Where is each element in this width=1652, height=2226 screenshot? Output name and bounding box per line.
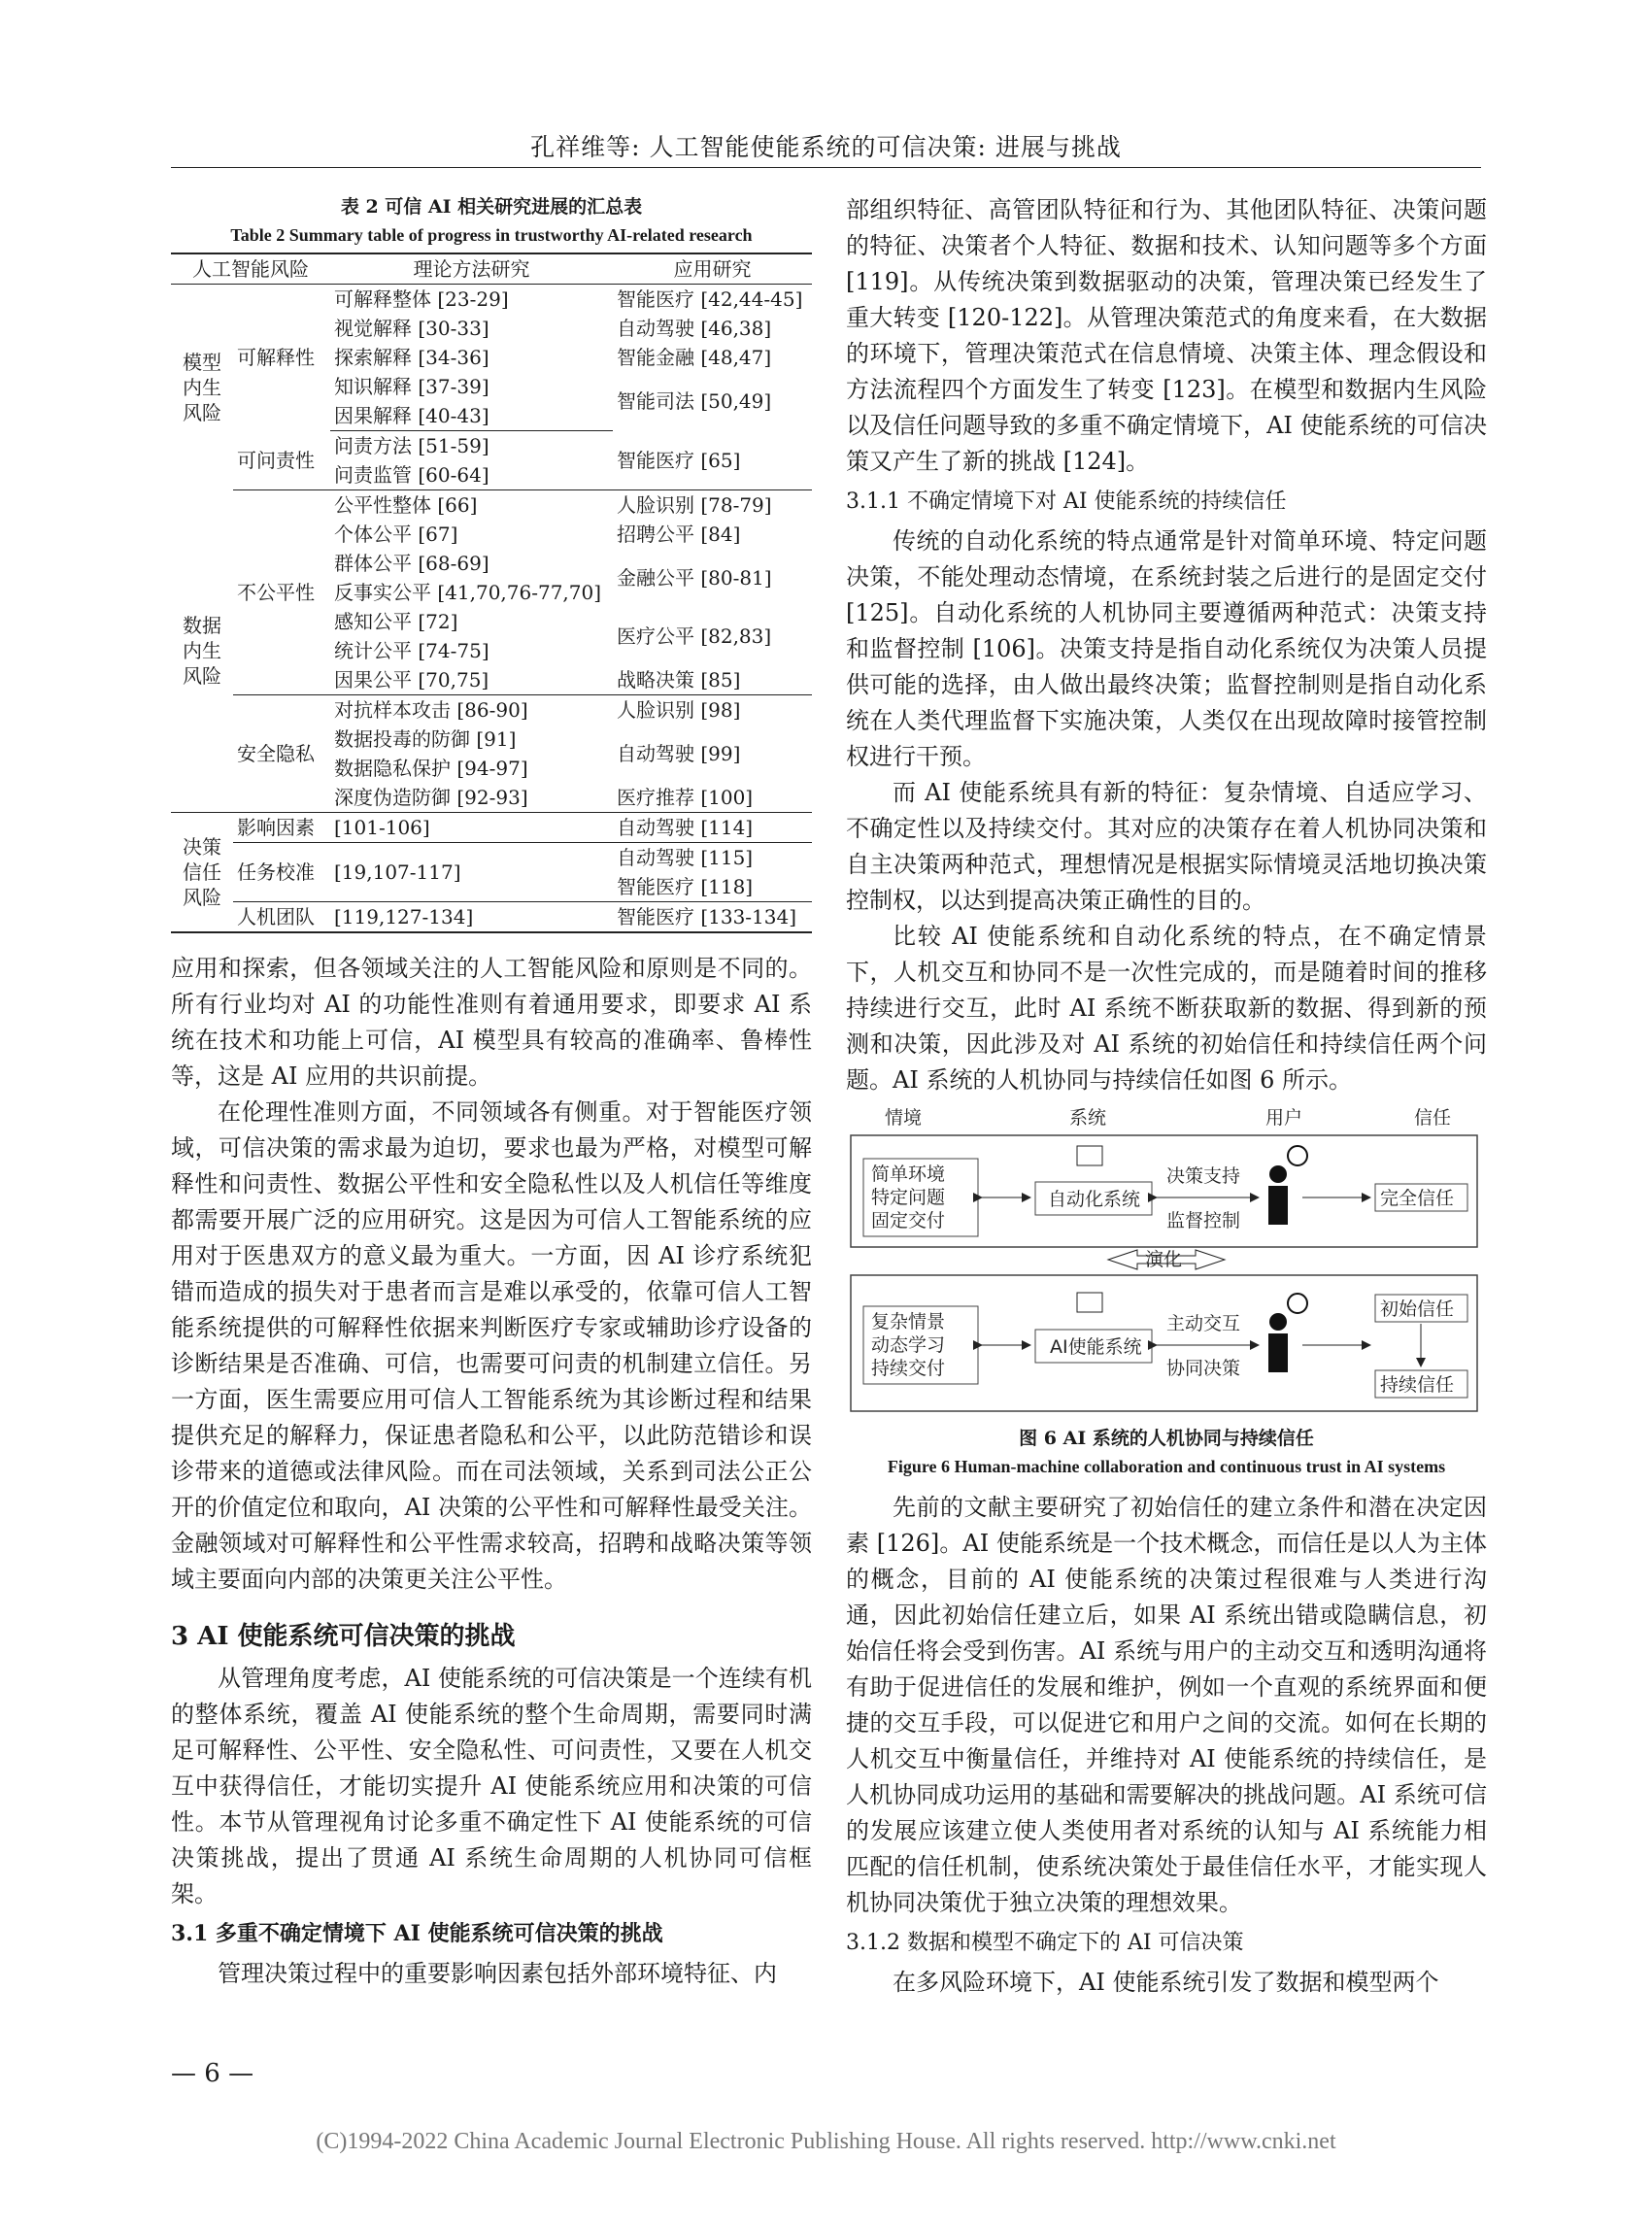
paragraph: 在伦理性准则方面，不同领域各有侧重。对于智能医疗领域，可信决策的需求最为迫切，要求也最为严格，对模型可解释性和问责性、数据公平性和安全隐私性以及人机信任等维度都需要开展广泛的应用研究。这是因为可信人工智能系统的应用对于医患双方的意义最为重大。一方面，因 AI 诊疗系统犯错而造成的损失对于患者而言是难以承受的，依靠可信人工智能系统提供的可解释性依据来判断医疗专家或辅助诊疗设备的诊断结果是否准确、可信，也需要可问责的机制建立信任。另一方面，医生需要应用可信人工智能系统为其诊断过程和结果提供充足的解释力，保证患者隐私和公平，以此防范错诊和误诊带来的道德或法律风险。而在司法领域，关系到司法公正公开的价值定位和取向，AI 决策的公平性和可解释性最受关注。金融领域对可解释性和公平性需求较高，招聘和战略决策等领域主要面向内部的决策更关注公平性。 xyxy=(171,1098,812,1593)
subsection-heading: 3.1 多重不确定情境下 AI 使能系统可信决策的挑战 xyxy=(171,1921,663,1946)
table-cell: [119,127-134] xyxy=(330,902,613,933)
table-cell: 数据隐私保护 [94-97] xyxy=(334,757,528,780)
table-cell: [19,107-117] xyxy=(330,843,613,902)
table-caption-en: Table 2 Summary table of progress in trustworthy AI-related research xyxy=(230,225,753,245)
table-subcategory: 可问责性 xyxy=(233,431,330,490)
table-category: 模型内生风险 xyxy=(183,350,221,424)
table-cell: 群体公平 [68-69] xyxy=(334,552,489,575)
table-cell: 智能司法 [50,49] xyxy=(616,389,772,414)
fig-bottom-context-line: 复杂情景 xyxy=(871,1311,946,1332)
paragraph: 从管理角度考虑，AI 使能系统的可信决策是一个连续有机的整体系统，覆盖 AI 使能系统的整个生命周期，需要同时满足可解释性、公平性、安全隐私性、可问责性，又要在人机交互中获得信任，才能切实提升 AI 使能系统应用和决策的可信性。本节从管理视角讨论多重不确定性下 AI 使能系统的可信决策挑战，提出了贯通 AI 系统生命周期的人机协同可信框架。 xyxy=(171,1665,812,1907)
table-subcategory: 影响因素 xyxy=(233,813,330,843)
table-row xyxy=(171,902,812,933)
fig-col-header: 信任 xyxy=(1414,1107,1452,1129)
figure-caption-zh: 图 6 AI 系统的人机协同与持续信任 xyxy=(1019,1428,1314,1449)
table-subcategory: 可解释性 xyxy=(237,346,315,370)
table-cell: 对抗样本攻击 [86-90] xyxy=(334,698,528,722)
paragraph: 部组织特征、高管团队特征和行为、其他团队特征、决策问题的特征、决策者个人特征、数据和技术、认知问题等多个方面 [119]。从传统决策到数据驱动的决策，管理决策已经发生了重大转变 [120-122]。从管理决策范式的角度来看，在大数据的环境下，管理决策范式在信息情境、决策主体、理念假设和方法流程四个方面发生了转变 [123]。在模型和数据内生风险以及信任问题导致的多重不确定情境下，AI 使能系统的可信决策又产生了新的挑战 [124]。 xyxy=(846,196,1487,475)
page-number: — 6 — xyxy=(171,2059,254,2088)
fig-initial-trust: 初始信任 xyxy=(1380,1298,1455,1320)
paragraph: 应用和探索，但各领域关注的人工智能风险和原则是不同的。所有行业均对 AI 的功能性准则有着通用要求，即要求 AI 系统在技术和功能上可信，AI 模型具有较高的准确率、鲁棒性等，这是 AI 应用的共识前提。 xyxy=(171,955,812,1090)
fig-evolve: 演化 xyxy=(1145,1249,1183,1270)
table-cell: [101-106] xyxy=(330,813,613,843)
running-header: 孔祥维等: 人工智能使能系统的可信决策: 进展与挑战 xyxy=(530,133,1122,161)
paragraph: 先前的文献主要研究了初始信任的建立条件和潜在决定因素 [126]。AI 使能系统是一个技术概念，而信任是以人为主体的概念，目前的 AI 使能系统的决策过程很难与人类进行沟通，因此初始信任建立后，如果 AI 系统出错或隐瞒信息，初始信任将会受到伤害。AI 系统与用户的主动交互和透明沟通将有助于促进信任的发展和维护，例如一个直观的系统界面和便捷的交互手段，可以促进它和用户之间的交流。如何在长期的人机交互中衡量信任，并维持对 AI 使能系统的持续信任，是人机协同成功运用的基础和需要解决的挑战问题。AI 系统可信的发展应该建立使人类使用者对系统的认知与 AI 系统能力相匹配的信任机制，使系统决策处于最佳信任水平，才能实现人机协同决策优于独立决策的理想效果。 xyxy=(846,1494,1487,1916)
table-cell: 自动驾驶 [115] xyxy=(616,846,754,869)
table-cell: 自动驾驶 [46,38] xyxy=(616,317,772,340)
table-header-theory: 理论方法研究 xyxy=(330,253,613,285)
table-cell: 招聘公平 [84] xyxy=(616,523,741,546)
fig-continuous-trust: 持续信任 xyxy=(1380,1374,1455,1396)
paragraph: 传统的自动化系统的特点通常是针对简单环境、特定问题决策，不能处理动态情境，在系统封装之后进行的是固定交付 [125]。自动化系统的人机协同主要遵循两种范式：决策支持和监督控制 [106]。决策支持是指自动化系统仅为决策人员提供可能的选择，由人做出最终决策；监督控制则是指自动化系统在人类代理监督下实施决策，人类仅在出现故障时接管控制权进行干预。 xyxy=(846,527,1487,770)
summary-table xyxy=(171,253,812,933)
paragraph: 而 AI 使能系统具有新的特征：复杂情境、自适应学习、不确定性以及持续交付。其对应的决策存在着人机协同决策和自主决策两种范式，理想情况是根据实际情境灵活地切换决策控制权，以达到提高决策正确性的目的。 xyxy=(846,779,1487,914)
table-cell: 视觉解释 [30-33] xyxy=(334,317,489,340)
table-subcategory: 任务校准 xyxy=(233,843,330,902)
fig-col-header: 用户 xyxy=(1265,1107,1303,1129)
table-cell: 智能医疗 [42,44-45] xyxy=(616,287,803,311)
paragraph: 在多风险环境下，AI 使能系统引发了数据和模型两个 xyxy=(893,1969,1439,1996)
table-cell: 因果公平 [70,75] xyxy=(330,665,613,695)
table-cell: 智能医疗 [133-134] xyxy=(613,902,812,933)
table-cell: 数据投毒的防御 [91] xyxy=(334,727,517,751)
table-row xyxy=(171,813,812,843)
table-cell: 智能医疗 [118] xyxy=(613,872,812,902)
table-cell: 智能医疗 [65] xyxy=(613,431,812,490)
table-row xyxy=(171,285,812,315)
table-row xyxy=(171,490,812,521)
table-cell: 人脸识别 [78-79] xyxy=(616,493,772,517)
table-category: 决策信任风险 xyxy=(171,813,233,933)
fig-bottom-context-line: 动态学习 xyxy=(871,1334,946,1356)
fig-col-header: 系统 xyxy=(1069,1107,1107,1129)
fig-top-trust: 完全信任 xyxy=(1380,1188,1455,1209)
figure-6-diagram xyxy=(846,1102,1487,1418)
laptop-icon xyxy=(1077,1146,1102,1165)
fig-top-system: 自动化系统 xyxy=(1048,1189,1141,1210)
table-caption-zh: 表 2 可信 AI 相关研究进展的汇总表 xyxy=(340,196,643,218)
right-column xyxy=(846,192,1487,2001)
fig-top-context-line: 特定问题 xyxy=(871,1187,946,1208)
fig-bottom-label: 主动交互 xyxy=(1166,1313,1241,1334)
table-row xyxy=(171,843,812,873)
fig-top-context-line: 固定交付 xyxy=(871,1210,946,1231)
fig-top-label: 决策支持 xyxy=(1166,1165,1241,1187)
fig-bottom-label: 协同决策 xyxy=(1166,1358,1241,1379)
table-subcategory: 不公平性 xyxy=(233,490,330,695)
fig-top-label: 监督控制 xyxy=(1166,1210,1241,1231)
section-heading: 3 AI 使能系统可信决策的挑战 xyxy=(171,1622,516,1651)
table-subcategory: 安全隐私 xyxy=(233,695,330,813)
table-row xyxy=(171,431,812,461)
table-cell: 医疗推荐 [100] xyxy=(613,783,812,813)
table-cell: 自动驾驶 [99] xyxy=(616,742,741,765)
table-cell: 公平性整体 [66] xyxy=(334,493,478,517)
paragraph: 比较 AI 使能系统和自动化系统的特点，在不确定情景下，人机交互和协同不是一次性完成的，而是随着时间的推移持续进行交互，此时 AI 系统不断获取新的数据、得到新的预测和决策，因此涉及对 AI 系统的初始信任和持续信任两个问题。AI 系统的人机协同与持续信任如图 6 所示。 xyxy=(846,923,1487,1094)
table-cell: 因果解释 [40-43] xyxy=(330,401,613,431)
subsection-heading: 3.1.1 不确定情境下对 AI 使能系统的持续信任 xyxy=(846,489,1287,514)
header-rule xyxy=(171,167,1481,168)
table-cell: 知识解释 [37-39] xyxy=(334,375,489,398)
table-cell: 探索解释 [34-36] xyxy=(334,346,489,369)
laptop-icon xyxy=(1077,1293,1102,1312)
table-cell: 统计公平 [74-75] xyxy=(334,639,489,662)
paragraph: 管理决策过程中的重要影响因素包括外部环境特征、内 xyxy=(218,1960,777,1987)
table-subcategory: 人机团队 xyxy=(233,902,330,933)
table-category: 数据内生风险 xyxy=(171,490,233,813)
table-cell: 智能金融 [48,47] xyxy=(616,346,772,369)
table-cell: 人脸识别 [98] xyxy=(616,698,741,722)
table-cell: 自动驾驶 [114] xyxy=(613,813,812,843)
table-cell: 个体公平 [67] xyxy=(334,523,458,546)
left-column xyxy=(171,192,812,1992)
figure-caption-en: Figure 6 Human-machine collaboration and continuous trust in AI systems xyxy=(887,1457,1446,1476)
subsection-heading: 3.1.2 数据和模型不确定下的 AI 可信决策 xyxy=(846,1931,1244,1955)
table-row xyxy=(171,695,812,725)
table-cell: 问责监管 [60-64] xyxy=(330,460,613,490)
copyright-footer: (C)1994-2022 China Academic Journal Electronic Publishing House. All rights reserved. http://www.cnki.net xyxy=(316,2129,1336,2154)
table-cell: 深度伪造防御 [92-93] xyxy=(330,783,613,813)
table-cell: 战略决策 [85] xyxy=(613,665,812,695)
table-cell: 可解释整体 [23-29] xyxy=(334,287,509,311)
fig-bottom-context-line: 持续交付 xyxy=(871,1358,946,1379)
figure-6 xyxy=(846,1102,1487,1418)
table-cell: 医疗公平 [82,83] xyxy=(616,624,772,648)
table-cell: 反事实公平 [41,70,76-77,70] xyxy=(334,581,602,604)
fig-bottom-system: AI使能系统 xyxy=(1050,1336,1142,1358)
table-header-risk: 人工智能风险 xyxy=(171,253,330,285)
fig-col-header: 情境 xyxy=(885,1107,923,1129)
table-cell: 感知公平 [72] xyxy=(334,610,458,633)
fig-top-context-line: 简单环境 xyxy=(871,1164,946,1185)
table-cell: 金融公平 [80-81] xyxy=(616,566,772,590)
table-cell: 问责方法 [51-59] xyxy=(334,434,489,457)
table-header-application: 应用研究 xyxy=(613,253,812,285)
